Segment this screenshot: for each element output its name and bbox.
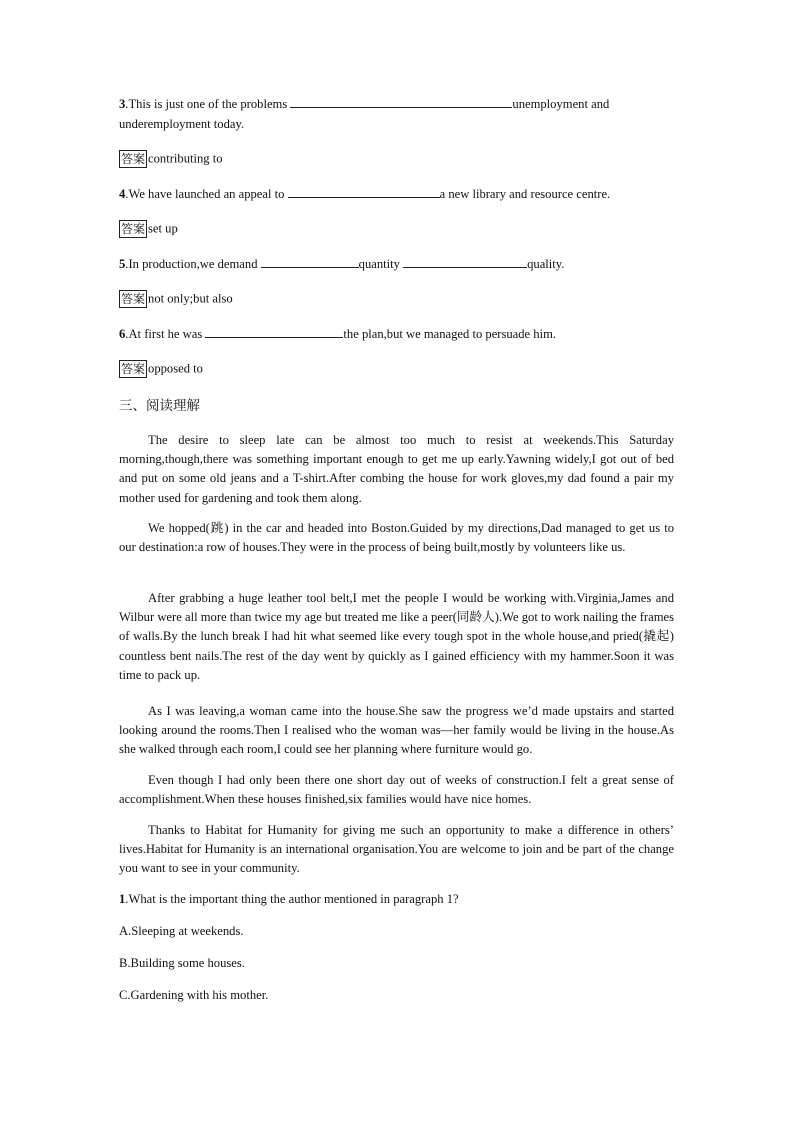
- option-a: A.Sleeping at weekends.: [119, 924, 244, 938]
- question-text: .We have launched an appeal to: [125, 187, 288, 201]
- passage-paragraph-4: As I was leaving,a woman came into the house.She saw the progress we’d made upstairs and started looking around the rooms.Then I realised who the woman was—her family would be living in the house.As she walked through each room,I could see her planning where furniture would go.: [119, 704, 674, 757]
- question-text: quantity: [358, 257, 404, 271]
- answer-blank: [288, 185, 440, 198]
- passage-paragraph-2: We hopped(跳) in the car and headed into Boston.Guided by my directions,Dad managed to get us to our destination:a row of houses.They were in the process of being built,mostly by volunteers like us.: [119, 521, 674, 555]
- answer-text: not only;but also: [148, 291, 233, 306]
- question-text: a new library and resource centre.: [439, 187, 611, 201]
- answer-blank: [290, 95, 512, 108]
- question-number: 3: [119, 97, 126, 111]
- answer-text: contributing to: [148, 151, 223, 166]
- question-text: .This is just one of the problems: [125, 97, 291, 111]
- question-text: .At first he was: [125, 327, 206, 341]
- answer-row: [119, 149, 223, 169]
- answer-label: 答案: [121, 292, 146, 307]
- answer-row: [119, 289, 233, 309]
- section-title: 三、阅读理解: [119, 398, 200, 414]
- answer-row: [119, 219, 178, 239]
- answer-blank: [403, 255, 527, 268]
- passage-paragraph-5: Even though I had only been there one short day out of weeks of construction.I felt a great sense of accomplishment.When these houses finished,six families would have nice homes.: [119, 773, 674, 807]
- option-c: C.Gardening with his mother.: [119, 988, 269, 1002]
- option-b: B.Building some houses.: [119, 956, 245, 970]
- question-text-continued: underemployment today.: [119, 117, 245, 131]
- question-text: the plan,but we managed to persuade him.: [343, 327, 557, 341]
- reading-question-1: [119, 890, 459, 909]
- answer-text: opposed to: [148, 361, 203, 376]
- passage-paragraph-1: The desire to sleep late can be almost too much to resist at weekends.This Saturday morning,though,there was something important enough to get me up early.Yawning widely,I got out of bed and put on some old jeans and a T-shirt.After combing the house for work gloves,my dad found a pair my mother used for gardening and took them along.: [119, 433, 674, 505]
- passage-paragraph-3: After grabbing a huge leather tool belt,I met the people I would be working with.Virginia,James and Wilbur were all more than twice my age but treated me like a peer(同龄人).We got to work nailing the frames of walls.By the lunch break I had hit what seemed like every tough spot in the whole house,and pried(撬起) countless bent nails.The rest of the day went by quickly as I gained efficiency with my hammer.Soon it was time to pack up.: [119, 591, 674, 682]
- fill-in-question-3: [119, 95, 609, 114]
- question-number: 6: [119, 327, 126, 341]
- question-number: 5: [119, 257, 126, 271]
- question-text: .In production,we demand: [125, 257, 261, 271]
- fill-in-question-6: [119, 325, 556, 344]
- passage-paragraph-6: Thanks to Habitat for Humanity for giving me such an opportunity to make a difference in others’ lives.Habitat for Humanity is an international organisation.You are welcome to join and be part of the change you want to see in your community.: [119, 823, 674, 876]
- answer-label: 答案: [121, 362, 146, 377]
- question-text: .What is the important thing the author mentioned in paragraph 1?: [125, 892, 459, 906]
- question-number: 1: [119, 892, 126, 906]
- answer-label: 答案: [121, 152, 146, 167]
- question-text: quality.: [527, 257, 565, 271]
- question-number: 4: [119, 187, 126, 201]
- answer-blank: [205, 325, 343, 338]
- answer-row: [119, 359, 203, 379]
- answer-label: 答案: [121, 222, 146, 237]
- fill-in-question-4: [119, 185, 610, 204]
- question-text: unemployment and: [512, 97, 610, 111]
- answer-blank: [261, 255, 359, 268]
- answer-text: set up: [148, 221, 178, 236]
- fill-in-question-5: [119, 255, 564, 274]
